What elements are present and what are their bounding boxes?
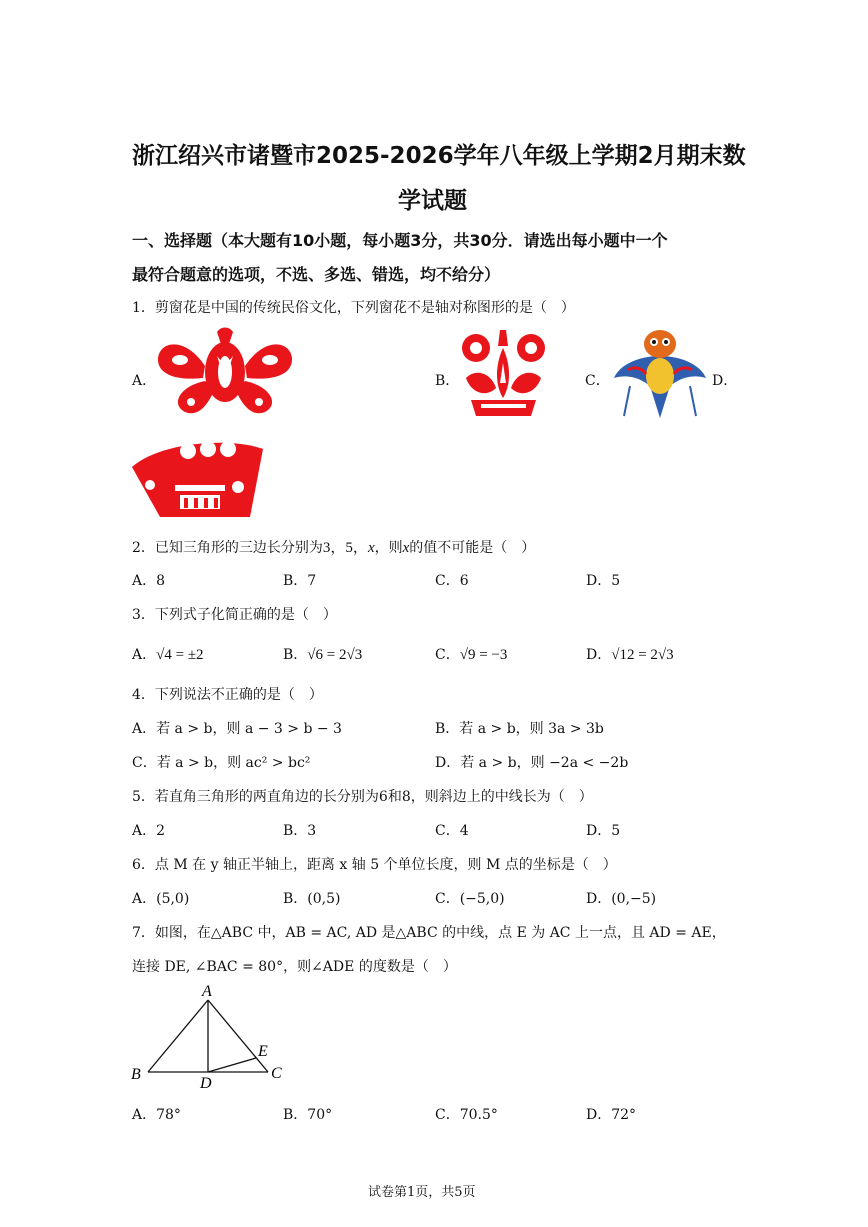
q1-option-d-label: D．: [712, 373, 738, 389]
q7-option-d: D．72°: [586, 1107, 637, 1123]
triangle-figure: [128, 982, 293, 1092]
q4-option-d: D．若 a > b，则 −2a < −2b: [435, 755, 629, 771]
q5-option-d: D．5: [586, 823, 621, 839]
q4-option-c: C．若 a > b，则 ac² > bc²: [132, 755, 311, 771]
q1-option-a-label: A．: [132, 373, 157, 389]
paper-cut-butterfly-flower-icon: [155, 326, 295, 418]
question-7-stem-line1: 7．如图，在△ABC 中，AB = AC, AD 是△ABC 的中线，点 E 为 AC 上一点，且 AD = AE，: [132, 925, 726, 941]
q7-option-c: C．70.5°: [435, 1107, 498, 1123]
label-d: D: [200, 1075, 212, 1092]
segment-ac: [208, 1000, 268, 1072]
q2-option-d: D．5: [586, 573, 621, 589]
q2-option-c: C．6: [435, 573, 469, 589]
section-header-line2: 最符合题意的选项，不选、多选、错选，均不给分）: [132, 265, 501, 284]
segment-de: [208, 1058, 256, 1072]
label-c: C: [271, 1065, 282, 1082]
question-3-stem: 3．下列式子化简正确的是（ ）: [132, 607, 337, 623]
q3-option-c: C．√9 = −3: [435, 647, 508, 663]
page-title-line2: 学试题: [398, 188, 467, 214]
kite-bird-icon: [610, 326, 710, 422]
q6-option-d: D．(0,−5): [586, 891, 657, 907]
q2-option-b: B．7: [283, 573, 317, 589]
q5-option-b: B．3: [283, 823, 317, 839]
q3-option-d: D．√12 = 2√3: [586, 647, 674, 663]
paper-cut-fan-love-china-icon: [130, 437, 265, 522]
q3-option-a: A．√4 = ±2: [132, 647, 204, 663]
section-header-line1: 一、选择题（本大题有10小题，每小题3分，共30分．请选出每小题中一个: [132, 231, 668, 250]
page-title-line1: 浙江绍兴市诸暨市2025-2026学年八年级上学期2月期末数: [132, 143, 746, 169]
label-a: A: [202, 983, 212, 1000]
segment-ab: [148, 1000, 208, 1072]
page-footer: 试卷第1页，共5页: [368, 1185, 476, 1200]
q5-option-c: C．4: [435, 823, 469, 839]
q6-option-a: A．(5,0): [132, 891, 190, 907]
question-7-stem-line2: 连接 DE, ∠BAC = 80°，则∠ADE 的度数是（ ）: [132, 959, 457, 975]
question-5-stem: 5．若直角三角形的两直角边的长分别为6和8，则斜边上的中线长为（ ）: [132, 789, 593, 805]
q7-option-a: A．78°: [132, 1107, 181, 1123]
q3-option-b: B．√6 = 2√3: [283, 647, 363, 663]
q6-option-b: B．(0,5): [283, 891, 341, 907]
q4-option-a: A．若 a > b，则 a − 3 > b − 3: [132, 721, 342, 737]
q7-option-b: B．70°: [283, 1107, 333, 1123]
q6-option-c: C．(−5,0): [435, 891, 505, 907]
label-e: E: [258, 1043, 268, 1060]
label-b: B: [131, 1066, 141, 1083]
question-2-stem: 2．已知三角形的三边长分别为3，5，x，则x的值不可能是（ ）: [132, 540, 536, 556]
question-4-stem: 4．下列说法不正确的是（ ）: [132, 687, 323, 703]
q1-option-b-label: B．: [435, 373, 460, 389]
question-1-stem: 1．剪窗花是中国的传统民俗文化，下列窗花不是轴对称图形的是（ ）: [132, 300, 575, 316]
q1-option-c-label: C．: [585, 373, 610, 389]
paper-cut-lotus-icon: [456, 328, 551, 420]
q5-option-a: A．2: [132, 823, 166, 839]
q2-option-a: A．8: [132, 573, 166, 589]
q4-option-b: B．若 a > b，则 3a > 3b: [435, 721, 604, 737]
question-6-stem: 6．点 M 在 y 轴正半轴上，距离 x 轴 5 个单位长度，则 M 点的坐标是（ ）: [132, 857, 617, 873]
